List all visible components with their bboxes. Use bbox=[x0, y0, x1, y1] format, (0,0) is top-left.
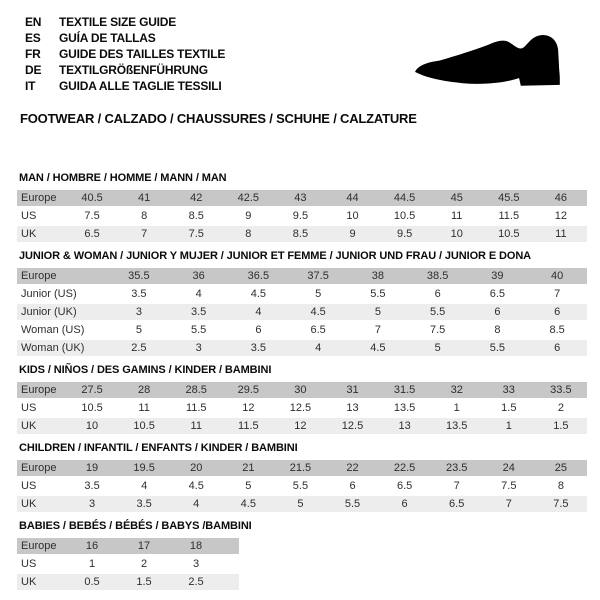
size-value: 6.5 bbox=[489, 288, 506, 300]
size-section bbox=[17, 250, 600, 356]
size-value: 11 bbox=[450, 210, 463, 222]
size-value: 2.5 bbox=[131, 342, 147, 354]
size-value: 5 bbox=[245, 480, 252, 492]
size-value: 17 bbox=[137, 540, 151, 552]
size-value: 12.5 bbox=[341, 420, 364, 432]
size-value: 30 bbox=[294, 384, 307, 396]
size-value: 13 bbox=[346, 402, 359, 414]
size-value: 10 bbox=[85, 420, 99, 432]
row-label: UK bbox=[21, 498, 37, 510]
size-value: 4 bbox=[195, 288, 202, 300]
size-value: 6 bbox=[494, 306, 501, 318]
size-table bbox=[17, 190, 587, 242]
size-value: 7.5 bbox=[429, 324, 446, 336]
size-value: 37.5 bbox=[307, 270, 329, 282]
table-row bbox=[17, 478, 587, 494]
size-value: 8 bbox=[141, 210, 148, 222]
language-code: DE bbox=[25, 63, 42, 77]
size-value: 6 bbox=[401, 498, 408, 510]
size-value: 5 bbox=[374, 306, 381, 318]
size-value: 3 bbox=[135, 306, 142, 318]
size-value: 10.5 bbox=[133, 420, 155, 432]
size-value: 29.5 bbox=[237, 384, 260, 396]
size-value: 7.5 bbox=[553, 498, 569, 510]
size-value: 10.5 bbox=[498, 228, 520, 240]
table-row bbox=[17, 556, 239, 572]
row-label: Europe bbox=[21, 462, 57, 474]
size-value: 40 bbox=[551, 270, 564, 282]
size-value: 6 bbox=[349, 480, 356, 492]
size-value: 9 bbox=[349, 228, 356, 240]
size-value: 10 bbox=[346, 210, 359, 222]
size-value: 6 bbox=[554, 342, 561, 354]
size-value: 1 bbox=[505, 420, 512, 432]
table-row bbox=[17, 460, 587, 476]
size-value: 8.5 bbox=[549, 324, 565, 336]
size-value: 0.5 bbox=[84, 576, 100, 588]
size-value: 8.5 bbox=[188, 210, 204, 222]
size-value: 31.5 bbox=[393, 384, 416, 396]
language-code: IT bbox=[25, 79, 36, 93]
size-value: 5.5 bbox=[190, 324, 207, 336]
row-label: Junior (UK) bbox=[21, 306, 77, 318]
size-value: 7 bbox=[505, 498, 512, 510]
size-value: 13 bbox=[398, 420, 411, 432]
row-label: Europe bbox=[21, 384, 57, 396]
size-value: 19 bbox=[85, 462, 99, 474]
size-table bbox=[17, 268, 587, 356]
size-value: 43 bbox=[294, 192, 307, 204]
size-value: 32 bbox=[450, 384, 463, 396]
table-row bbox=[17, 400, 587, 416]
size-value: 5.5 bbox=[489, 342, 506, 354]
table-row bbox=[17, 382, 587, 398]
size-value: 3.5 bbox=[250, 342, 267, 354]
size-value: 8.5 bbox=[292, 228, 309, 240]
size-value: 4 bbox=[141, 480, 148, 492]
size-value: 8 bbox=[557, 480, 564, 492]
language-label: TEXTILE SIZE GUIDE bbox=[59, 15, 177, 29]
size-value: 4 bbox=[193, 498, 200, 510]
shoe-icon-path bbox=[415, 35, 560, 86]
category-title: FOOTWEAR / CALZADO / CHAUSSURES / SCHUHE / CALZATURE bbox=[20, 111, 417, 126]
size-section bbox=[17, 520, 600, 590]
size-value: 16 bbox=[85, 540, 99, 552]
size-value: 4 bbox=[315, 342, 322, 354]
size-tables bbox=[17, 172, 600, 590]
language-label: GUIDA ALLE TAGLIE TESSILI bbox=[59, 79, 222, 93]
size-value: 6 bbox=[554, 306, 561, 318]
size-value: 25 bbox=[554, 462, 568, 474]
size-value: 1 bbox=[453, 402, 460, 414]
language-code: ES bbox=[25, 31, 41, 45]
size-value: 8 bbox=[245, 228, 252, 240]
section-title: JUNIOR & WOMAN / JUNIOR Y MUJER / JUNIOR ET FEMME / JUNIOR UND FRAU / JUNIOR E DONA bbox=[19, 250, 532, 262]
size-value: 46 bbox=[554, 192, 568, 204]
size-value: 40.5 bbox=[81, 192, 103, 204]
section-title: CHILDREN / INFANTIL / ENFANTS / KINDER / BAMBINI bbox=[19, 442, 298, 454]
size-value: 3.5 bbox=[136, 498, 152, 510]
table-row bbox=[17, 208, 587, 224]
size-value: 21 bbox=[242, 462, 255, 474]
size-value: 12.5 bbox=[289, 402, 312, 414]
language-code: FR bbox=[25, 47, 41, 61]
size-value: 9.5 bbox=[292, 210, 309, 222]
size-value: 3 bbox=[195, 342, 202, 354]
size-value: 4.5 bbox=[370, 342, 386, 354]
size-value: 7.5 bbox=[501, 480, 517, 492]
size-value: 2.5 bbox=[188, 576, 204, 588]
size-value: 39 bbox=[491, 270, 504, 282]
size-value: 7.5 bbox=[188, 228, 204, 240]
size-section bbox=[17, 172, 600, 242]
row-label: Woman (US) bbox=[21, 324, 85, 336]
size-value: 42 bbox=[190, 192, 203, 204]
shoe-icon bbox=[393, 26, 581, 104]
size-value: 1.5 bbox=[553, 420, 569, 432]
size-section bbox=[17, 442, 600, 512]
table-row bbox=[17, 286, 587, 302]
table-row bbox=[17, 226, 587, 242]
size-value: 3 bbox=[88, 498, 96, 510]
size-value: 4.5 bbox=[250, 288, 267, 300]
size-value: 10 bbox=[450, 228, 463, 240]
size-table bbox=[17, 382, 587, 434]
shoe-icon-svg bbox=[393, 26, 581, 104]
size-value: 1.5 bbox=[501, 402, 517, 414]
size-value: 33.5 bbox=[550, 384, 572, 396]
row-label: US bbox=[21, 558, 37, 570]
size-value: 6.5 bbox=[449, 498, 465, 510]
size-value: 5 bbox=[297, 498, 304, 510]
size-value: 8 bbox=[494, 324, 501, 336]
table-row bbox=[17, 304, 587, 320]
size-value: 33 bbox=[502, 384, 515, 396]
section-title: BABIES / BEBÉS / BÉBÉS / BABYS /BAMBINI bbox=[19, 520, 252, 532]
size-value: 41 bbox=[138, 192, 151, 204]
size-value: 2 bbox=[140, 558, 148, 570]
size-value: 11.5 bbox=[498, 210, 520, 222]
size-section bbox=[17, 364, 600, 434]
size-value: 5 bbox=[135, 324, 142, 336]
size-value: 5 bbox=[315, 288, 322, 300]
size-value: 3.5 bbox=[131, 288, 147, 300]
size-value: 4.5 bbox=[310, 306, 326, 318]
table-row bbox=[17, 268, 587, 284]
size-value: 11 bbox=[138, 402, 150, 414]
table-row bbox=[17, 190, 587, 206]
table-row bbox=[17, 496, 587, 512]
size-value: 5 bbox=[434, 342, 441, 354]
row-label: Europe bbox=[21, 192, 57, 204]
size-value: 1.5 bbox=[136, 576, 152, 588]
size-value: 6.5 bbox=[310, 324, 326, 336]
size-value: 5.5 bbox=[344, 498, 361, 510]
size-value: 6 bbox=[434, 288, 441, 300]
size-value: 42.5 bbox=[237, 192, 260, 204]
size-value: 9 bbox=[245, 210, 252, 222]
row-label: Europe bbox=[21, 270, 57, 282]
language-label: TEXTILGRÖßENFÜHRUNG bbox=[59, 63, 208, 77]
table-row bbox=[17, 418, 587, 434]
size-value: 5.5 bbox=[292, 480, 309, 492]
size-value: 11 bbox=[555, 228, 567, 240]
row-label: UK bbox=[21, 576, 37, 588]
size-value: 28.5 bbox=[185, 384, 207, 396]
size-value: 6 bbox=[255, 324, 262, 336]
size-value: 3.5 bbox=[190, 306, 207, 318]
size-value: 12 bbox=[242, 402, 255, 414]
size-value: 45.5 bbox=[498, 192, 520, 204]
size-value: 3 bbox=[192, 558, 200, 570]
size-value: 7 bbox=[374, 324, 381, 336]
size-value: 7 bbox=[453, 480, 460, 492]
size-value: 31 bbox=[346, 384, 359, 396]
row-label: UK bbox=[21, 228, 37, 240]
size-value: 11.5 bbox=[185, 402, 207, 414]
size-value: 13.5 bbox=[393, 402, 416, 414]
size-value: 7 bbox=[141, 228, 148, 240]
table-row bbox=[17, 340, 587, 356]
size-value: 24 bbox=[502, 462, 515, 474]
size-value: 22 bbox=[346, 462, 359, 474]
size-value: 38.5 bbox=[426, 270, 449, 282]
row-label: US bbox=[21, 402, 37, 414]
size-value: 36.5 bbox=[247, 270, 270, 282]
row-label: UK bbox=[21, 420, 37, 432]
language-code: EN bbox=[25, 15, 42, 29]
size-value: 5.5 bbox=[370, 288, 386, 300]
size-value: 13.5 bbox=[445, 420, 468, 432]
row-label: Europe bbox=[21, 540, 57, 552]
size-value: 1 bbox=[88, 558, 96, 570]
row-label: US bbox=[21, 480, 37, 492]
size-value: 7.5 bbox=[84, 210, 100, 222]
size-value: 12 bbox=[554, 210, 568, 222]
size-value: 19.5 bbox=[133, 462, 155, 474]
size-value: 11 bbox=[190, 420, 202, 432]
size-value: 2 bbox=[557, 402, 564, 414]
size-value: 23.5 bbox=[445, 462, 468, 474]
size-value: 28 bbox=[138, 384, 151, 396]
size-value: 4.5 bbox=[188, 480, 204, 492]
size-value: 9.5 bbox=[396, 228, 413, 240]
size-value: 27.5 bbox=[81, 384, 103, 396]
size-value: 22.5 bbox=[393, 462, 416, 474]
row-label: Woman (UK) bbox=[21, 342, 85, 354]
size-value: 45 bbox=[450, 192, 463, 204]
row-label: US bbox=[21, 210, 37, 222]
size-value: 5.5 bbox=[429, 306, 446, 318]
size-value: 4.5 bbox=[240, 498, 256, 510]
size-table bbox=[17, 538, 239, 590]
table-row bbox=[17, 538, 239, 554]
language-label: GUÍA DE TALLAS bbox=[59, 31, 156, 45]
section-title: MAN / HOMBRE / HOMME / MANN / MAN bbox=[19, 172, 227, 184]
size-table bbox=[17, 460, 587, 512]
size-value: 6.5 bbox=[396, 480, 413, 492]
size-value: 12 bbox=[294, 420, 307, 432]
size-value: 36 bbox=[192, 270, 205, 282]
size-value: 7 bbox=[554, 288, 561, 300]
size-value: 10.5 bbox=[81, 402, 103, 414]
size-value: 6.5 bbox=[84, 228, 100, 240]
size-value: 4 bbox=[255, 306, 262, 318]
size-value: 10.5 bbox=[393, 210, 416, 222]
language-label: GUIDE DES TAILLES TEXTILE bbox=[59, 47, 226, 61]
size-value: 44.5 bbox=[393, 192, 416, 204]
size-value: 38 bbox=[371, 270, 384, 282]
size-value: 21.5 bbox=[289, 462, 312, 474]
row-label: Junior (US) bbox=[21, 288, 77, 300]
size-value: 18 bbox=[189, 540, 203, 552]
size-value: 35.5 bbox=[128, 270, 150, 282]
size-value: 20 bbox=[190, 462, 203, 474]
table-row bbox=[17, 574, 239, 590]
size-value: 3.5 bbox=[84, 480, 100, 492]
section-title: KIDS / NIÑOS / DES GAMINS / KINDER / BAMBINI bbox=[19, 364, 272, 376]
size-value: 44 bbox=[346, 192, 359, 204]
table-row bbox=[17, 322, 587, 338]
size-value: 11.5 bbox=[238, 420, 259, 432]
